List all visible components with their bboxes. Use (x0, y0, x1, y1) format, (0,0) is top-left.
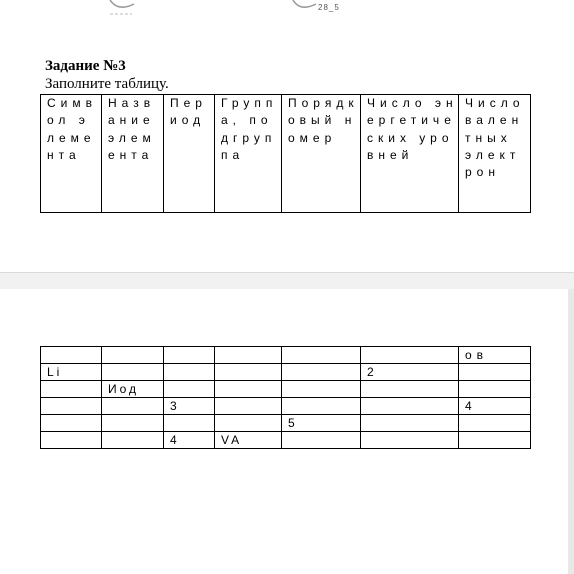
header-number: Порядковый номер (282, 95, 361, 213)
table-cell[interactable]: 3 (164, 398, 215, 415)
table-row (41, 381, 531, 398)
element-table-body (40, 346, 531, 449)
table-cell[interactable] (102, 347, 164, 364)
table-cell[interactable] (361, 398, 459, 415)
table-cell[interactable] (459, 381, 531, 398)
table-cell[interactable] (361, 415, 459, 432)
table-cell[interactable] (102, 415, 164, 432)
header-caption: 28_5 (318, 3, 340, 12)
table-cell[interactable] (102, 364, 164, 381)
table-cell[interactable] (282, 364, 361, 381)
table-cell[interactable] (164, 347, 215, 364)
header-period: Период (164, 95, 215, 213)
table-cell[interactable] (215, 398, 282, 415)
table-row (41, 432, 531, 449)
table-cell[interactable] (164, 364, 215, 381)
table-cell[interactable]: 2 (361, 364, 459, 381)
table-cell[interactable] (282, 347, 361, 364)
table-cell[interactable] (41, 415, 102, 432)
table-cell[interactable] (215, 364, 282, 381)
table-cell[interactable]: Li (41, 364, 102, 381)
table-cell[interactable]: 4 (164, 432, 215, 449)
table-row (41, 347, 531, 364)
table-cell[interactable] (41, 398, 102, 415)
table-cell[interactable] (361, 432, 459, 449)
document-page-top (0, 0, 574, 272)
table-cell[interactable]: 5 (282, 415, 361, 432)
table-cell[interactable] (41, 347, 102, 364)
page-divider (0, 272, 574, 273)
table-cell[interactable] (41, 432, 102, 449)
table-cell[interactable] (215, 415, 282, 432)
header-valence-tail: ов (459, 347, 531, 364)
table-cell[interactable]: Иод (102, 381, 164, 398)
table-cell[interactable] (361, 381, 459, 398)
table-cell[interactable] (459, 432, 531, 449)
table-cell[interactable] (102, 398, 164, 415)
task-title: Задание №3 (45, 58, 126, 74)
task-instruction: Заполните таблицу. (45, 76, 169, 92)
table-row (41, 364, 531, 381)
element-table-header (40, 94, 531, 213)
table-cell[interactable] (282, 381, 361, 398)
table-cell[interactable] (282, 398, 361, 415)
table-cell[interactable] (102, 432, 164, 449)
table-cell[interactable] (215, 347, 282, 364)
table-cell[interactable]: 4 (459, 398, 531, 415)
table-cell[interactable]: VA (215, 432, 282, 449)
scrollbar[interactable] (568, 289, 574, 574)
table-cell[interactable] (361, 347, 459, 364)
table-cell[interactable] (459, 415, 531, 432)
table-cell[interactable] (41, 381, 102, 398)
table-cell[interactable] (164, 415, 215, 432)
table-cell[interactable] (164, 381, 215, 398)
header-group: Группа, подгруппа (215, 95, 282, 213)
table-cell[interactable] (459, 364, 531, 381)
document-page-bottom (0, 289, 568, 574)
table-cell[interactable] (215, 381, 282, 398)
header-name: Название элемента (102, 95, 164, 213)
table-row (41, 398, 531, 415)
header-energy-levels: Число энергетических уровней (361, 95, 459, 213)
header-symbol: Символ элемента (41, 95, 102, 213)
header-valence: Число валентных электрон (459, 95, 531, 213)
table-header-row (41, 95, 531, 213)
table-cell[interactable] (282, 432, 361, 449)
table-row (41, 415, 531, 432)
